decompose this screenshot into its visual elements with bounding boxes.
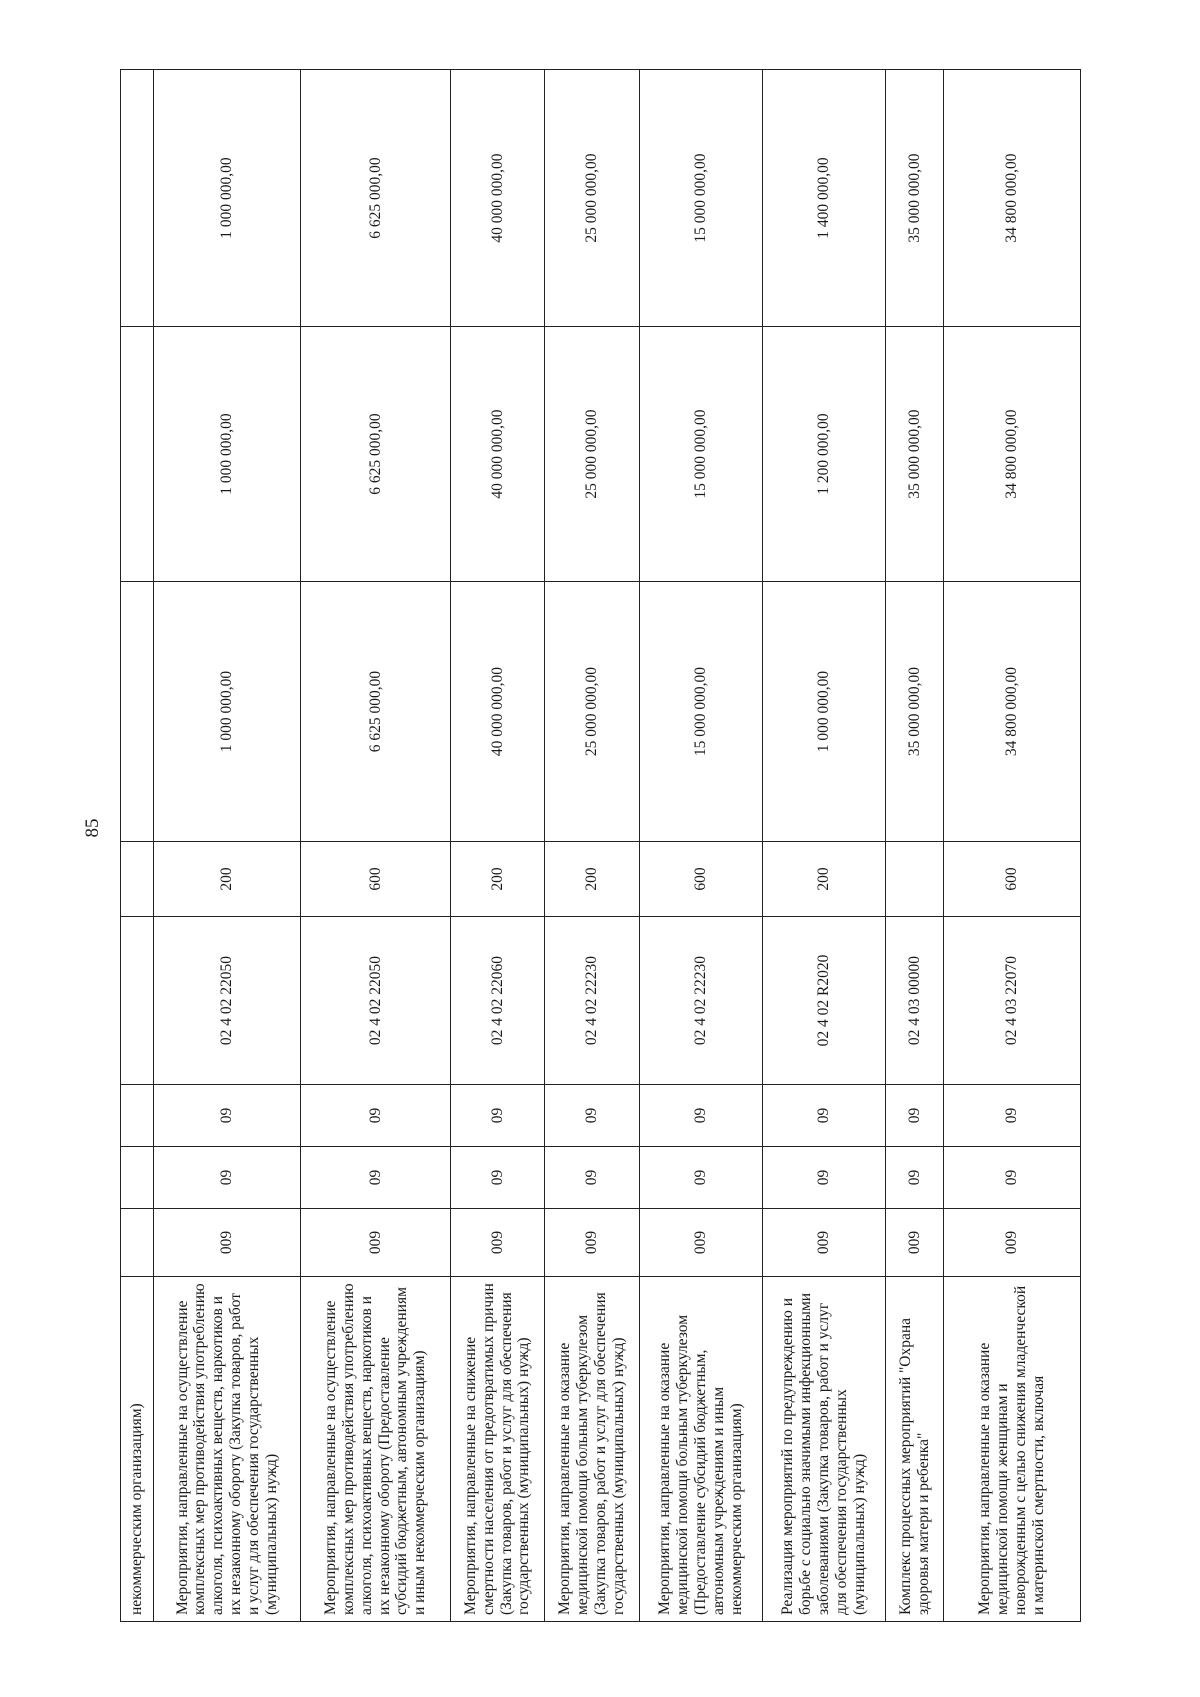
amount-year1: 34 800 000,00 [944, 582, 1081, 842]
expense-type-code: 200 [545, 842, 640, 917]
table-row [763, 70, 886, 1622]
expense-type-code: 200 [154, 842, 301, 917]
amount-year2 [121, 327, 154, 582]
amount-year1: 6 625 000,00 [301, 582, 451, 842]
amount-year2: 40 000 000,00 [451, 327, 545, 582]
target-article-code: 02 4 02 22050 [301, 917, 451, 1085]
table-row [944, 70, 1081, 1622]
row-name: Мероприятия, направленные на осуществление комплексных мер противодействия употреблению алкоголя, психоактивных веществ, наркотиков и их незаконному обороту (Предоставление субсидий бюджетным, автономным учреждениям и иным некоммерческим организациям) [301, 1277, 451, 1622]
amount-year2: 35 000 000,00 [886, 327, 944, 582]
section-code: 09 [763, 1147, 886, 1209]
row-name: Комплекс процессных мероприятий "Охрана здоровья матери и ребенка" [886, 1277, 944, 1622]
section-code: 09 [301, 1147, 451, 1209]
target-article-code: 02 4 02 22060 [451, 917, 545, 1085]
expense-type-code: 600 [301, 842, 451, 917]
expense-type-code: 600 [640, 842, 763, 917]
ved-code: 009 [451, 1209, 545, 1277]
expense-type-code [121, 842, 154, 917]
row-name: Реализация мероприятий по предупреждению и борьбе с социально значимыми инфекционными заболеваниями (Закупка товаров, работ и услуг для обеспечения государственных (муниципальных) нужд) [763, 1277, 886, 1622]
row-name: некоммерческим организациям) [121, 1277, 154, 1622]
amount-year3: 34 800 000,00 [944, 70, 1081, 327]
ved-code: 009 [301, 1209, 451, 1277]
rotated-table-container [120, 70, 1080, 1622]
budget-table [120, 69, 1081, 1622]
ved-code: 009 [886, 1209, 944, 1277]
section-code: 09 [451, 1147, 545, 1209]
target-article-code [121, 917, 154, 1085]
target-article-code: 02 4 02 22230 [640, 917, 763, 1085]
subsection-code: 09 [545, 1085, 640, 1147]
target-article-code: 02 4 02 22050 [154, 917, 301, 1085]
amount-year1: 25 000 000,00 [545, 582, 640, 842]
ved-code: 009 [154, 1209, 301, 1277]
amount-year2: 34 800 000,00 [944, 327, 1081, 582]
expense-type-code: 200 [451, 842, 545, 917]
row-name: Мероприятия, направленные на осуществление комплексных мер противодействия употреблению алкоголя, психоактивных веществ, наркотиков и их незаконному обороту (Закупка товаров, работ и услуг для обеспечения государственных (муниципальных) нужд) [154, 1277, 301, 1622]
subsection-code: 09 [301, 1085, 451, 1147]
section-code: 09 [640, 1147, 763, 1209]
amount-year3: 25 000 000,00 [545, 70, 640, 327]
amount-year1: 1 000 000,00 [763, 582, 886, 842]
page-number: 85 [82, 818, 103, 838]
amount-year3: 1 000 000,00 [154, 70, 301, 327]
target-article-code: 02 4 03 00000 [886, 917, 944, 1085]
amount-year3: 15 000 000,00 [640, 70, 763, 327]
target-article-code: 02 4 02 22230 [545, 917, 640, 1085]
ved-code [121, 1209, 154, 1277]
row-name: Мероприятия, направленные на снижение смертности населения от предотвратимых причин (Закупка товаров, работ и услуг для обеспечения государственных (муниципальных) нужд) [451, 1277, 545, 1622]
amount-year3: 40 000 000,00 [451, 70, 545, 327]
subsection-code: 09 [640, 1085, 763, 1147]
ved-code: 009 [545, 1209, 640, 1277]
section-code [121, 1147, 154, 1209]
table-row [301, 70, 451, 1622]
table-row [121, 70, 154, 1622]
section-code: 09 [545, 1147, 640, 1209]
amount-year2: 15 000 000,00 [640, 327, 763, 582]
amount-year3: 35 000 000,00 [886, 70, 944, 327]
table-row [451, 70, 545, 1622]
subsection-code: 09 [451, 1085, 545, 1147]
subsection-code: 09 [763, 1085, 886, 1147]
amount-year1: 1 000 000,00 [154, 582, 301, 842]
table-row [640, 70, 763, 1622]
row-name: Мероприятия, направленные на оказание медицинской помощи больным туберкулезом (Предоставление субсидий бюджетным, автономным учреждениям и иным некоммерческим организациям) [640, 1277, 763, 1622]
table-row [886, 70, 944, 1622]
ved-code: 009 [944, 1209, 1081, 1277]
amount-year2: 1 000 000,00 [154, 327, 301, 582]
target-article-code: 02 4 03 22070 [944, 917, 1081, 1085]
expense-type-code: 600 [944, 842, 1081, 917]
amount-year1: 15 000 000,00 [640, 582, 763, 842]
section-code: 09 [944, 1147, 1081, 1209]
expense-type-code: 200 [763, 842, 886, 917]
amount-year3: 1 400 000,00 [763, 70, 886, 327]
amount-year2: 1 200 000,00 [763, 327, 886, 582]
subsection-code: 09 [944, 1085, 1081, 1147]
amount-year3 [121, 70, 154, 327]
section-code: 09 [154, 1147, 301, 1209]
amount-year3: 6 625 000,00 [301, 70, 451, 327]
row-name: Мероприятия, направленные на оказание медицинской помощи больным туберкулезом (Закупка товаров, работ и услуг для обеспечения государственных (муниципальных) нужд) [545, 1277, 640, 1622]
table-row [545, 70, 640, 1622]
target-article-code: 02 4 02 R2020 [763, 917, 886, 1085]
subsection-code: 09 [154, 1085, 301, 1147]
ved-code: 009 [640, 1209, 763, 1277]
subsection-code [121, 1085, 154, 1147]
expense-type-code [886, 842, 944, 917]
table-row [154, 70, 301, 1622]
amount-year1: 35 000 000,00 [886, 582, 944, 842]
amount-year2: 6 625 000,00 [301, 327, 451, 582]
amount-year2: 25 000 000,00 [545, 327, 640, 582]
subsection-code: 09 [886, 1085, 944, 1147]
ved-code: 009 [763, 1209, 886, 1277]
row-name: Мероприятия, направленные на оказание медицинской помощи женщинам и новорожденным с целью снижения младенческой и материнской смертности, включая [944, 1277, 1081, 1622]
amount-year1 [121, 582, 154, 842]
section-code: 09 [886, 1147, 944, 1209]
amount-year1: 40 000 000,00 [451, 582, 545, 842]
